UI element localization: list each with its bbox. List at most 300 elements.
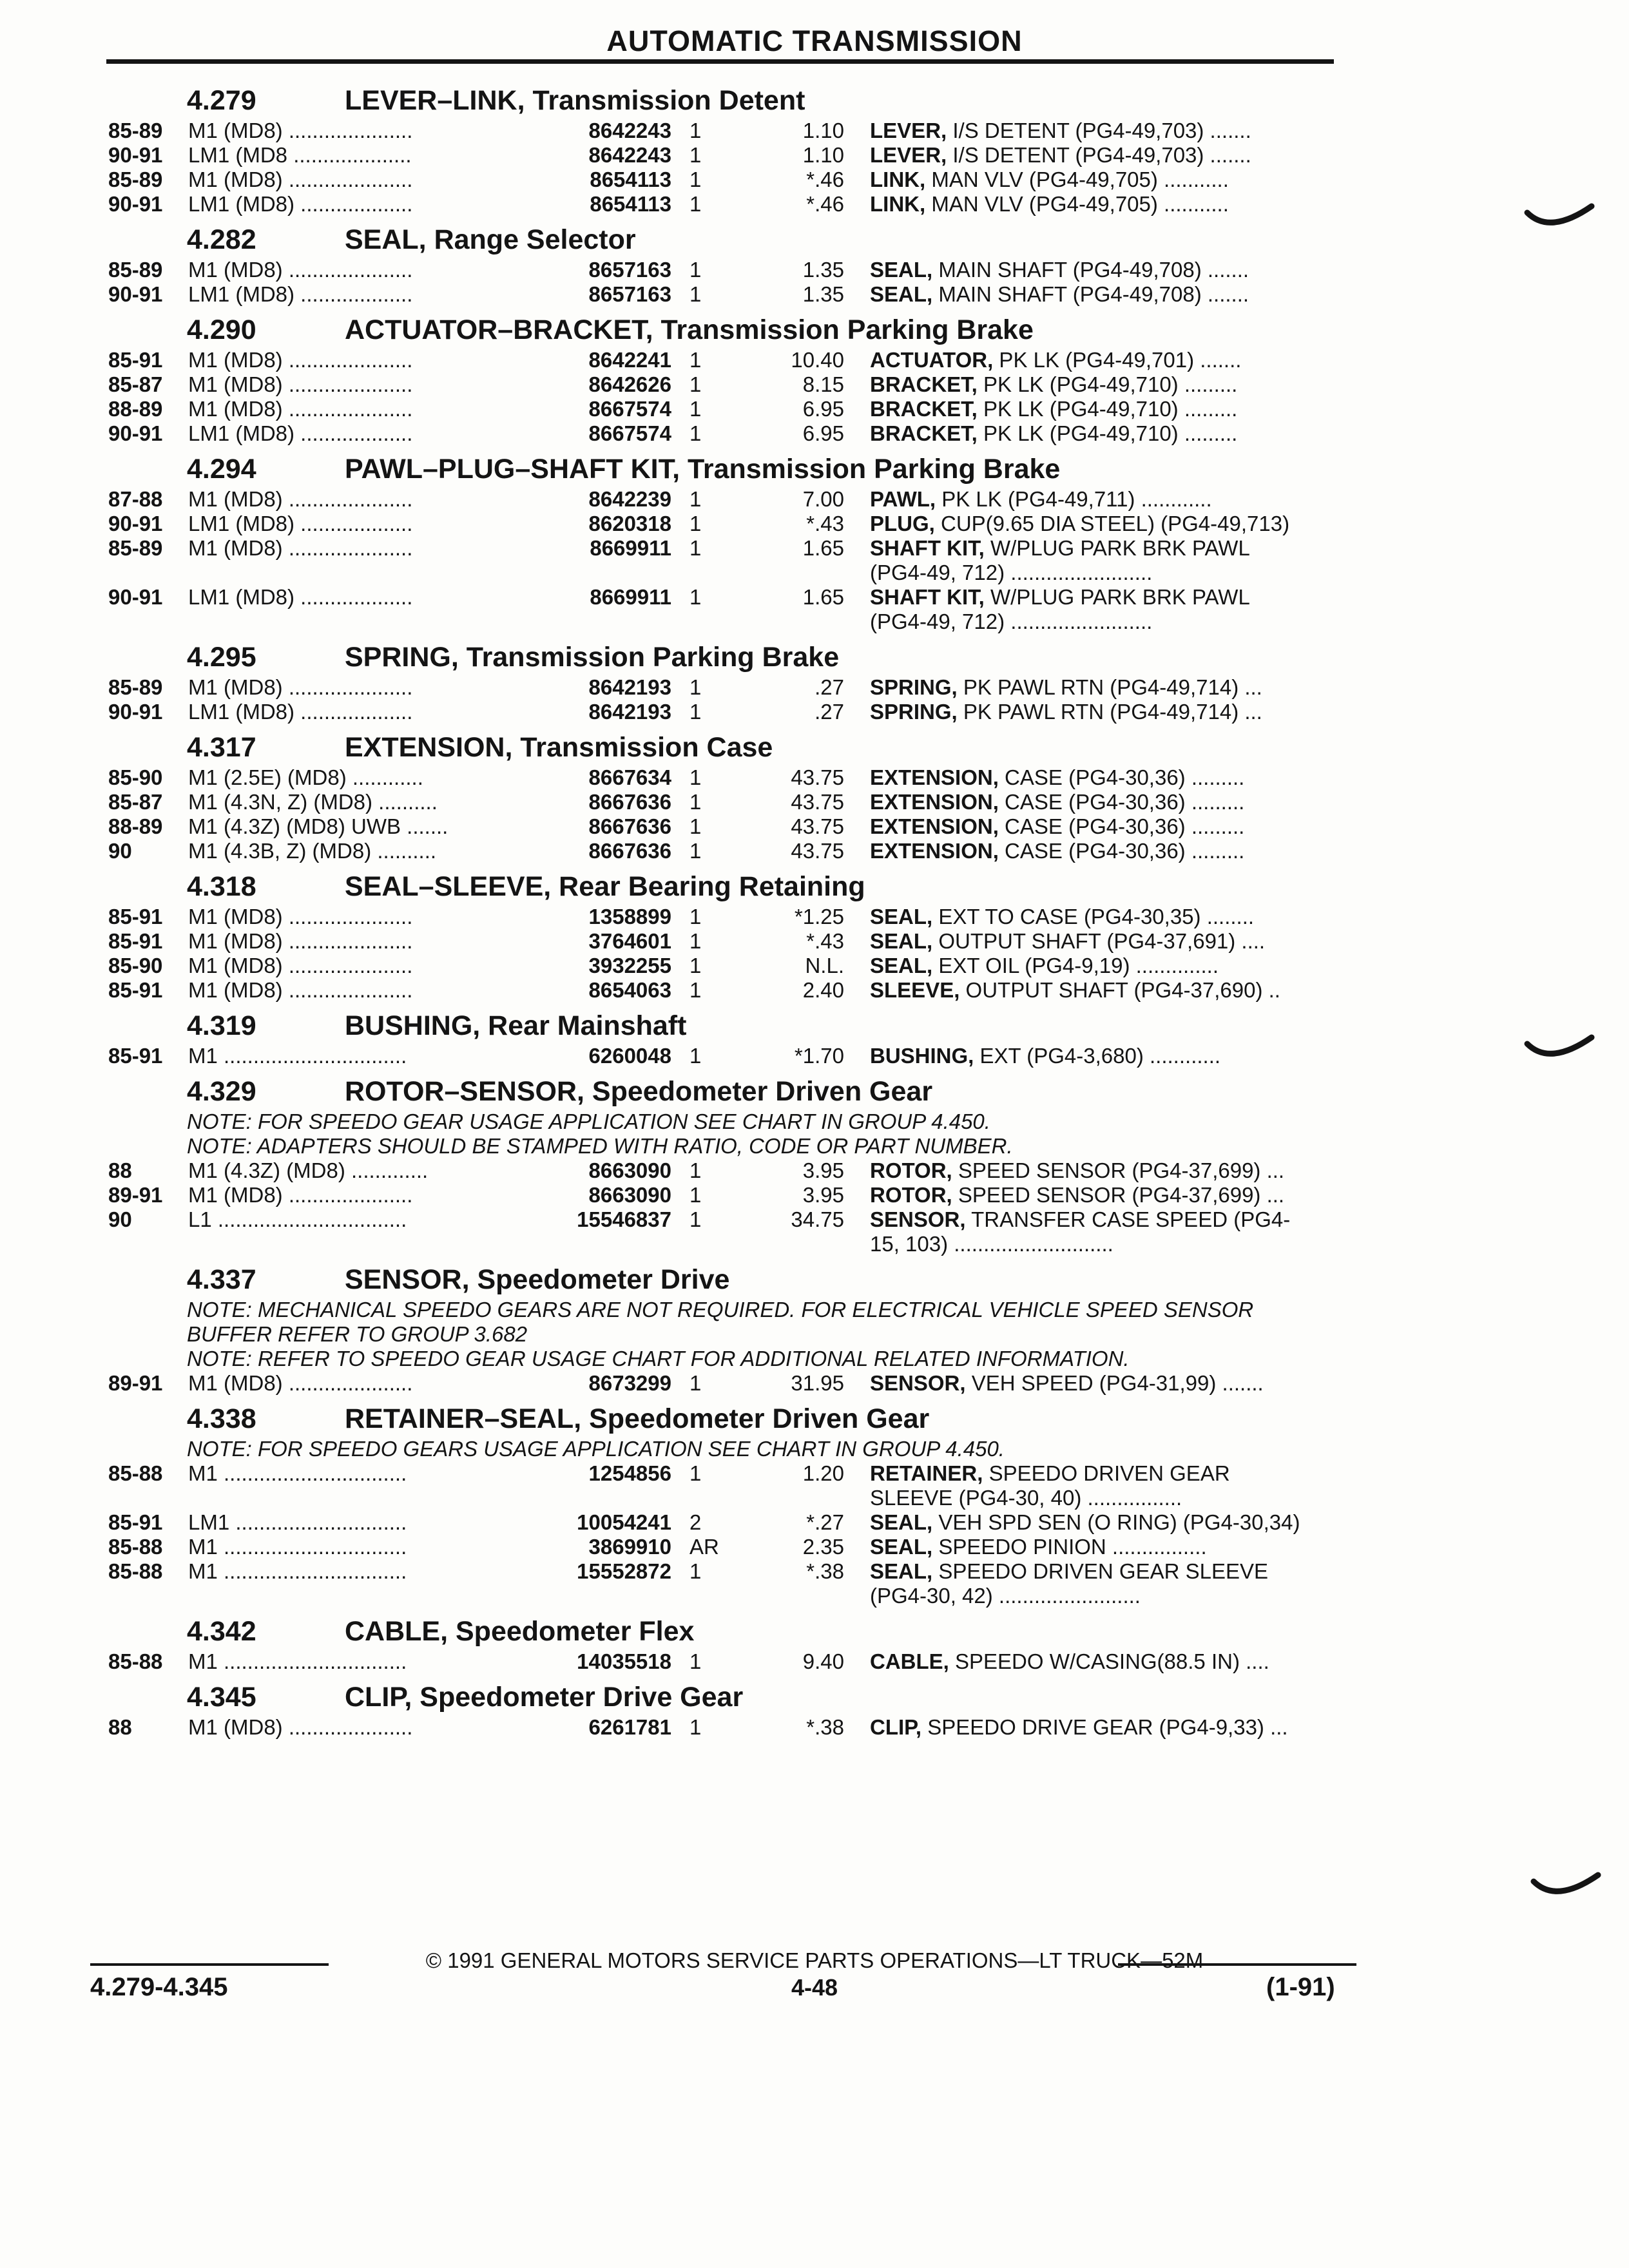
group-title: SPRING, Transmission Parking Brake <box>345 642 840 673</box>
description-head: SPRING, <box>870 700 958 724</box>
model-application: M1 ............................... <box>188 1044 407 1068</box>
model-application: M1 (MD8) ..................... <box>188 1715 413 1739</box>
part-number: 8669911 <box>590 585 671 609</box>
part-description <box>870 1371 1347 1396</box>
price: 1.10 <box>802 143 844 167</box>
price: 1.65 <box>802 536 844 560</box>
description-detail: SPEEDO W/CASING(88.5 IN) .... <box>949 1649 1269 1673</box>
quantity: 2 <box>689 1510 702 1534</box>
price: *.43 <box>806 512 844 535</box>
part-description <box>870 282 1347 307</box>
quantity: 1 <box>689 1371 702 1395</box>
group-note: BUFFER REFER TO GROUP 3.682 <box>187 1322 528 1346</box>
part-number: 8642243 <box>588 143 671 167</box>
group-header <box>0 639 1629 675</box>
part-number: 8667636 <box>588 790 671 814</box>
table-row <box>0 282 1629 307</box>
part-number: 8667636 <box>588 839 671 863</box>
description-head: PLUG, <box>870 512 935 535</box>
quantity: 1 <box>689 1715 702 1739</box>
quantity: 1 <box>689 258 702 282</box>
title-rule <box>106 59 1334 64</box>
description-head: BUSHING, <box>870 1044 974 1068</box>
model-years: 87-88 <box>108 487 163 511</box>
part-description <box>870 790 1347 814</box>
table-row <box>0 168 1629 192</box>
description-head: LINK, <box>870 168 926 191</box>
model-years: 85-89 <box>108 675 163 699</box>
group-title: CABLE, Speedometer Flex <box>345 1616 695 1647</box>
group-number: 4.318 <box>187 871 256 902</box>
quantity: 1 <box>689 1649 702 1673</box>
quantity: 1 <box>689 282 702 306</box>
description-detail: W/PLUG PARK BRK PAWL (PG4-49, 712) ........................ <box>870 585 1250 633</box>
footer-page-number: 4-48 <box>791 1974 838 2001</box>
group-header <box>0 869 1629 905</box>
group-title: ROTOR–SENSOR, Speedometer Driven Gear <box>345 1076 933 1107</box>
description-head: SEAL, <box>870 929 933 953</box>
model-years: 90-91 <box>108 585 163 609</box>
table-row <box>0 1649 1629 1674</box>
price: 6.95 <box>802 397 844 421</box>
description-detail: W/PLUG PARK BRK PAWL (PG4-49, 712) ........................ <box>870 536 1250 584</box>
quantity: 1 <box>689 1158 702 1182</box>
group-number: 4.345 <box>187 1682 256 1713</box>
parts-group <box>0 312 1629 446</box>
part-description <box>870 978 1347 1003</box>
model-years: 85-88 <box>108 1649 163 1673</box>
table-row <box>0 512 1629 536</box>
quantity: 1 <box>689 192 702 216</box>
description-head: BRACKET, <box>870 372 978 396</box>
group-header <box>0 1073 1629 1110</box>
model-application: M1 (MD8) ..................... <box>188 348 413 372</box>
part-description <box>870 905 1347 929</box>
description-detail: MAN VLV (PG4-49,705) ........... <box>925 168 1229 191</box>
description-head: LEVER, <box>870 119 947 142</box>
model-years: 88-89 <box>108 814 163 838</box>
description-head: SEAL, <box>870 1535 933 1559</box>
description-detail: VEH SPEED (PG4-31,99) ....... <box>965 1371 1264 1395</box>
part-number: 8642626 <box>588 372 671 396</box>
group-header <box>0 1262 1629 1298</box>
description-head: SEAL, <box>870 1559 933 1583</box>
group-header <box>0 222 1629 258</box>
model-application: M1 (4.3N, Z) (MD8) .......... <box>188 790 438 814</box>
parts-list <box>0 82 1629 1745</box>
model-years: 90 <box>108 1207 132 1231</box>
quantity: 1 <box>689 168 702 191</box>
model-years: 85-90 <box>108 765 163 789</box>
group-note: NOTE: MECHANICAL SPEEDO GEARS ARE NOT REQUIRED. FOR ELECTRICAL VEHICLE SPEED SENSOR <box>187 1298 1254 1321</box>
price: .27 <box>815 700 844 724</box>
group-title: SENSOR, Speedometer Drive <box>345 1264 730 1295</box>
model-application: M1 (MD8) ..................... <box>188 168 413 191</box>
description-detail: SPEEDO DRIVEN GEAR SLEEVE (PG4-30, 42) ........................ <box>870 1559 1269 1608</box>
price: *.27 <box>806 1510 844 1534</box>
group-title: BUSHING, Rear Mainshaft <box>345 1010 687 1041</box>
description-detail: PK LK (PG4-49,710) ......... <box>977 421 1238 445</box>
quantity: 1 <box>689 700 702 724</box>
price: 43.75 <box>791 814 844 838</box>
description-detail: I/S DETENT (PG4-49,703) ....... <box>947 143 1251 167</box>
table-row <box>0 1371 1629 1396</box>
table-row <box>0 143 1629 168</box>
group-number: 4.329 <box>187 1076 256 1107</box>
table-row <box>0 421 1629 446</box>
price: 9.40 <box>802 1649 844 1673</box>
description-head: BRACKET, <box>870 421 978 445</box>
part-description <box>870 929 1347 954</box>
model-years: 85-91 <box>108 929 163 953</box>
model-years: 85-87 <box>108 372 163 396</box>
quantity: 1 <box>689 675 702 699</box>
description-head: SLEEVE, <box>870 978 960 1002</box>
description-head: SHAFT KIT, <box>870 585 985 609</box>
page-title: AUTOMATIC TRANSMISSION <box>606 24 1023 57</box>
model-application: LM1 (MD8) ................... <box>188 192 413 216</box>
part-description <box>870 1510 1347 1535</box>
model-application: LM1 (MD8 .................... <box>188 143 412 167</box>
table-row <box>0 1715 1629 1740</box>
quantity: 1 <box>689 1183 702 1207</box>
model-application: M1 (MD8) ..................... <box>188 675 413 699</box>
model-application: M1 (4.3Z) (MD8) ............. <box>188 1158 429 1182</box>
description-detail: CASE (PG4-30,36) ......... <box>998 790 1245 814</box>
model-years: 85-89 <box>108 536 163 560</box>
price: *1.70 <box>794 1044 844 1068</box>
part-number: 8642243 <box>588 119 671 142</box>
part-number: 8667574 <box>588 421 671 445</box>
model-application: LM1 (MD8) ................... <box>188 282 413 306</box>
table-row <box>0 929 1629 954</box>
description-detail: SPEEDO DRIVEN GEAR SLEEVE (PG4-30, 40) ................ <box>870 1461 1230 1510</box>
model-application: M1 (4.3B, Z) (MD8) .......... <box>188 839 437 863</box>
price: *.46 <box>806 168 844 191</box>
price: 1.65 <box>802 585 844 609</box>
description-head: ACTUATOR, <box>870 348 994 372</box>
price: *.38 <box>806 1715 844 1739</box>
model-application: M1 (MD8) ..................... <box>188 397 413 421</box>
price: 8.15 <box>802 372 844 396</box>
model-years: 89-91 <box>108 1371 163 1395</box>
description-head: ROTOR, <box>870 1183 952 1207</box>
price: .27 <box>815 675 844 699</box>
description-head: PAWL, <box>870 487 936 511</box>
parts-group <box>0 451 1629 634</box>
description-detail: PK PAWL RTN (PG4-49,714) ... <box>957 675 1262 699</box>
model-application: M1 ............................... <box>188 1535 407 1559</box>
price: 3.95 <box>802 1183 844 1207</box>
description-detail: MAIN SHAFT (PG4-49,708) ....... <box>932 258 1249 282</box>
model-years: 90-91 <box>108 192 163 216</box>
description-detail: PK PAWL RTN (PG4-49,714) ... <box>957 700 1262 724</box>
table-row <box>0 192 1629 216</box>
group-number: 4.290 <box>187 314 256 345</box>
part-number: 8654113 <box>590 168 671 191</box>
quantity: 1 <box>689 585 702 609</box>
group-number: 4.337 <box>187 1264 256 1295</box>
quantity: 1 <box>689 954 702 977</box>
part-description <box>870 1649 1347 1674</box>
group-title: LEVER–LINK, Transmission Detent <box>345 85 805 116</box>
table-row <box>0 1207 1629 1256</box>
table-row <box>0 1535 1629 1559</box>
model-years: 85-91 <box>108 348 163 372</box>
price: *.46 <box>806 192 844 216</box>
model-years: 85-91 <box>108 978 163 1002</box>
quantity: 1 <box>689 372 702 396</box>
part-number: 8620318 <box>588 512 671 535</box>
quantity: 1 <box>689 839 702 863</box>
description-head: SPRING, <box>870 675 958 699</box>
model-application: LM1 ............................. <box>188 1510 407 1534</box>
margin-mark <box>1530 1862 1608 1914</box>
group-title: ACTUATOR–BRACKET, Transmission Parking Brake <box>345 314 1034 345</box>
price: *.43 <box>806 929 844 953</box>
part-number: 3932255 <box>588 954 671 977</box>
part-description <box>870 348 1347 372</box>
description-detail: EXT OIL (PG4-9,19) .............. <box>932 954 1219 977</box>
price: 3.95 <box>802 1158 844 1182</box>
price: 10.40 <box>791 348 844 372</box>
model-years: 85-91 <box>108 1510 163 1534</box>
price: *1.25 <box>794 905 844 928</box>
model-years: 88 <box>108 1715 132 1739</box>
table-row <box>0 1158 1629 1183</box>
table-row <box>0 1461 1629 1510</box>
part-number: 3764601 <box>588 929 671 953</box>
parts-group <box>0 1262 1629 1396</box>
quantity: 1 <box>689 1559 702 1583</box>
model-years: 90-91 <box>108 512 163 535</box>
model-application: M1 (4.3Z) (MD8) UWB ....... <box>188 814 448 838</box>
model-application: LM1 (MD8) ................... <box>188 585 413 609</box>
price: 6.95 <box>802 421 844 445</box>
description-head: SENSOR, <box>870 1371 966 1395</box>
model-application: M1 (MD8) ..................... <box>188 372 413 396</box>
description-detail: CASE (PG4-30,36) ......... <box>998 839 1245 863</box>
group-header <box>0 1679 1629 1715</box>
price: N.L. <box>805 954 844 977</box>
table-row <box>0 675 1629 700</box>
description-detail: SPEED SENSOR (PG4-37,699) ... <box>952 1183 1285 1207</box>
description-head: SEAL, <box>870 954 933 977</box>
price: 2.35 <box>802 1535 844 1559</box>
table-row <box>0 700 1629 724</box>
parts-group <box>0 869 1629 1003</box>
part-number: 6261781 <box>588 1715 671 1739</box>
description-head: SENSOR, <box>870 1207 966 1231</box>
group-number: 4.282 <box>187 224 256 255</box>
price: 1.10 <box>802 119 844 142</box>
part-description <box>870 512 1347 536</box>
parts-group <box>0 1679 1629 1740</box>
table-row <box>0 1510 1629 1535</box>
quantity: 1 <box>689 1044 702 1068</box>
model-years: 85-88 <box>108 1559 163 1583</box>
description-head: CABLE, <box>870 1649 949 1673</box>
group-title: SEAL, Range Selector <box>345 224 636 255</box>
part-number: 1358899 <box>588 905 671 928</box>
group-title: PAWL–PLUG–SHAFT KIT, Transmission Parking Brake <box>345 454 1061 485</box>
group-number: 4.279 <box>187 85 256 116</box>
model-application: M1 (2.5E) (MD8) ............ <box>188 765 423 789</box>
description-detail: I/S DETENT (PG4-49,703) ....... <box>947 119 1251 142</box>
table-row <box>0 1183 1629 1207</box>
description-detail: MAIN SHAFT (PG4-49,708) ....... <box>932 282 1249 306</box>
quantity: 1 <box>689 348 702 372</box>
description-detail: SPEED SENSOR (PG4-37,699) ... <box>952 1158 1285 1182</box>
part-number: 15546837 <box>577 1207 671 1231</box>
part-description <box>870 168 1347 192</box>
price: *.38 <box>806 1559 844 1583</box>
model-years: 90 <box>108 839 132 863</box>
parts-group <box>0 1008 1629 1068</box>
group-note: NOTE: FOR SPEEDO GEAR USAGE APPLICATION SEE CHART IN GROUP 4.450. <box>187 1110 990 1133</box>
part-description <box>870 765 1347 790</box>
description-detail: MAN VLV (PG4-49,705) ........... <box>925 192 1229 216</box>
model-years: 85-89 <box>108 258 163 282</box>
footer-date: (1-91) <box>1266 1973 1335 2001</box>
table-row <box>0 119 1629 143</box>
part-number: 3869910 <box>588 1535 671 1559</box>
part-number: 10054241 <box>577 1510 671 1534</box>
description-head: SEAL, <box>870 905 933 928</box>
table-row <box>0 814 1629 839</box>
quantity: 1 <box>689 765 702 789</box>
model-application: M1 ............................... <box>188 1461 407 1485</box>
parts-group <box>0 1073 1629 1256</box>
part-description <box>870 1535 1347 1559</box>
description-detail: TRANSFER CASE SPEED (PG4- 15, 103) ........................... <box>870 1207 1291 1256</box>
group-header <box>0 82 1629 119</box>
model-years: 85-91 <box>108 905 163 928</box>
model-application: M1 ............................... <box>188 1559 407 1583</box>
group-header <box>0 1613 1629 1649</box>
part-number: 8663090 <box>588 1158 671 1182</box>
model-years: 85-88 <box>108 1535 163 1559</box>
table-row <box>0 905 1629 929</box>
group-header <box>0 312 1629 348</box>
model-application: M1 (MD8) ..................... <box>188 954 413 977</box>
description-detail: EXT TO CASE (PG4-30,35) ........ <box>932 905 1255 928</box>
quantity: 1 <box>689 119 702 142</box>
part-description <box>870 585 1347 634</box>
part-description <box>870 675 1347 700</box>
description-head: EXTENSION, <box>870 814 999 838</box>
part-number: 15552872 <box>577 1559 671 1583</box>
quantity: AR <box>689 1535 719 1559</box>
part-description <box>870 192 1347 216</box>
model-application: M1 (MD8) ..................... <box>188 258 413 282</box>
description-detail: PK LK (PG4-49,710) ......... <box>977 397 1238 421</box>
description-head: SEAL, <box>870 258 933 282</box>
parts-group <box>0 82 1629 216</box>
group-note: NOTE: ADAPTERS SHOULD BE STAMPED WITH RATIO, CODE OR PART NUMBER. <box>187 1134 1013 1158</box>
description-head: BRACKET, <box>870 397 978 421</box>
group-header <box>0 729 1629 765</box>
model-years: 85-89 <box>108 119 163 142</box>
price: 7.00 <box>802 487 844 511</box>
part-description <box>870 143 1347 168</box>
description-head: ROTOR, <box>870 1158 952 1182</box>
part-description <box>870 487 1347 512</box>
price: 2.40 <box>802 978 844 1002</box>
parts-group <box>0 639 1629 724</box>
part-number: 8642193 <box>588 675 671 699</box>
part-description <box>870 814 1347 839</box>
table-row <box>0 487 1629 512</box>
part-number: 1254856 <box>588 1461 671 1485</box>
price: 1.35 <box>802 282 844 306</box>
part-description <box>870 1715 1347 1740</box>
description-head: SHAFT KIT, <box>870 536 985 560</box>
model-years: 90-91 <box>108 143 163 167</box>
part-description <box>870 700 1347 724</box>
part-number: 8642239 <box>588 487 671 511</box>
table-row <box>0 536 1629 585</box>
description-head: EXTENSION, <box>870 839 999 863</box>
quantity: 1 <box>689 421 702 445</box>
table-row <box>0 1044 1629 1068</box>
part-description <box>870 1158 1347 1183</box>
part-number: 8663090 <box>588 1183 671 1207</box>
group-number: 4.338 <box>187 1403 256 1434</box>
quantity: 1 <box>689 905 702 928</box>
group-note: NOTE: REFER TO SPEEDO GEAR USAGE CHART FOR ADDITIONAL RELATED INFORMATION. <box>187 1347 1130 1370</box>
group-title: CLIP, Speedometer Drive Gear <box>345 1682 744 1713</box>
part-number: 6260048 <box>588 1044 671 1068</box>
part-number: 8669911 <box>590 536 671 560</box>
model-application: LM1 (MD8) ................... <box>188 700 413 724</box>
model-application: M1 (MD8) ..................... <box>188 978 413 1002</box>
model-application: M1 (MD8) ..................... <box>188 119 413 142</box>
quantity: 1 <box>689 512 702 535</box>
part-number: 8654063 <box>588 978 671 1002</box>
group-title: RETAINER–SEAL, Speedometer Driven Gear <box>345 1403 930 1434</box>
description-detail: VEH SPD SEN (O RING) (PG4-30,34) <box>932 1510 1300 1534</box>
parts-group <box>0 1613 1629 1674</box>
quantity: 1 <box>689 143 702 167</box>
model-years: 90-91 <box>108 700 163 724</box>
group-note: NOTE: FOR SPEEDO GEARS USAGE APPLICATION SEE CHART IN GROUP 4.450. <box>187 1437 1005 1461</box>
part-description <box>870 954 1347 978</box>
quantity: 1 <box>689 536 702 560</box>
model-application: L1 ................................ <box>188 1207 407 1231</box>
part-number: 8667634 <box>588 765 671 789</box>
part-description <box>870 1207 1347 1256</box>
description-detail: PK LK (PG4-49,701) ....... <box>993 348 1242 372</box>
parts-group <box>0 729 1629 863</box>
description-head: RETAINER, <box>870 1461 983 1485</box>
footer-section-range: 4.279-4.345 <box>90 1973 228 2001</box>
table-row <box>0 765 1629 790</box>
description-detail: SPEEDO DRIVE GEAR (PG4-9,33) ... <box>921 1715 1288 1739</box>
price: 43.75 <box>791 765 844 789</box>
table-row <box>0 397 1629 421</box>
margin-mark <box>1524 1024 1601 1076</box>
description-head: SEAL, <box>870 1510 933 1534</box>
part-description <box>870 1044 1347 1068</box>
price: 1.20 <box>802 1461 844 1485</box>
group-number: 4.319 <box>187 1010 256 1041</box>
group-number: 4.342 <box>187 1616 256 1647</box>
description-detail: EXT (PG4-3,680) ............ <box>974 1044 1221 1068</box>
group-header <box>0 451 1629 487</box>
model-years: 85-87 <box>108 790 163 814</box>
part-description <box>870 372 1347 397</box>
